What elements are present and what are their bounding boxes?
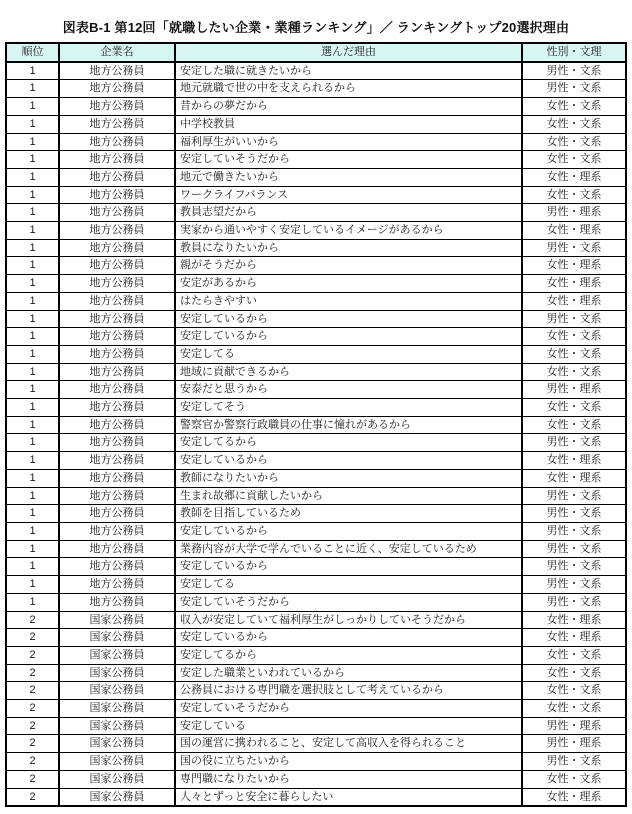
company-cell: 国家公務員: [59, 700, 175, 718]
company-cell: 国家公務員: [59, 646, 175, 664]
table-row: [6, 522, 626, 540]
company-cell: 地方公務員: [59, 168, 175, 186]
table-row: [6, 646, 626, 664]
table-row: [6, 576, 626, 594]
company-cell: 地方公務員: [59, 275, 175, 293]
table-row: [6, 753, 626, 771]
gender-cell: 男性・理系: [522, 204, 626, 222]
gender-cell: 男性・文系: [522, 310, 626, 328]
gender-cell: 女性・文系: [522, 664, 626, 682]
gender-cell: 女性・理系: [522, 257, 626, 275]
gender-cell: 女性・理系: [522, 292, 626, 310]
company-cell: 地方公務員: [59, 98, 175, 116]
reason-cell: 安定しているから: [175, 558, 522, 576]
gender-cell: 女性・文系: [522, 186, 626, 204]
reason-cell: 警察官か警察行政職員の仕事に憧れがあるから: [175, 416, 522, 434]
table-row: [6, 487, 626, 505]
rank-cell: 1: [6, 310, 59, 328]
gender-cell: 男性・文系: [522, 558, 626, 576]
table-row: [6, 222, 626, 240]
table-row: [6, 363, 626, 381]
gender-cell: 男性・文系: [522, 62, 626, 80]
rank-cell: 2: [6, 788, 59, 806]
company-cell: 地方公務員: [59, 522, 175, 540]
header-rank: 順位: [6, 43, 59, 62]
table-row: [6, 98, 626, 116]
company-cell: 国家公務員: [59, 664, 175, 682]
rank-cell: 1: [6, 186, 59, 204]
reason-cell: 安定している: [175, 717, 522, 735]
rank-cell: 2: [6, 735, 59, 753]
reason-cell: 国の役に立ちたいから: [175, 753, 522, 771]
company-cell: 国家公務員: [59, 717, 175, 735]
rank-cell: 1: [6, 222, 59, 240]
reason-cell: 安定しているから: [175, 310, 522, 328]
company-cell: 地方公務員: [59, 505, 175, 523]
rank-cell: 1: [6, 576, 59, 594]
table-row: [6, 593, 626, 611]
table-row: [6, 416, 626, 434]
gender-cell: 女性・文系: [522, 399, 626, 417]
rank-cell: 1: [6, 505, 59, 523]
header-gender: 性別・文理: [522, 43, 626, 62]
reason-cell: 専門職になりたいから: [175, 770, 522, 788]
table-row: [6, 452, 626, 470]
rank-cell: 1: [6, 115, 59, 133]
rank-cell: 1: [6, 151, 59, 169]
gender-cell: 男性・理系: [522, 381, 626, 399]
table-row: [6, 611, 626, 629]
company-cell: 国家公務員: [59, 611, 175, 629]
header-row: [6, 43, 626, 62]
ranking-table: [5, 42, 627, 807]
reason-cell: 昔からの夢だから: [175, 98, 522, 116]
rank-cell: 1: [6, 399, 59, 417]
table-row: [6, 133, 626, 151]
gender-cell: 女性・文系: [522, 328, 626, 346]
reason-cell: 人々とずっと安全に暮らしたい: [175, 788, 522, 806]
gender-cell: 女性・理系: [522, 611, 626, 629]
reason-cell: 地元就職で世の中を支えられるから: [175, 80, 522, 98]
company-cell: 地方公務員: [59, 80, 175, 98]
table-body: [6, 62, 626, 807]
reason-cell: 安定していそうだから: [175, 700, 522, 718]
rank-cell: 2: [6, 717, 59, 735]
reason-cell: 安定してる: [175, 576, 522, 594]
reason-cell: 安定しているから: [175, 452, 522, 470]
rank-cell: 1: [6, 239, 59, 257]
table-row: [6, 204, 626, 222]
gender-cell: 女性・文系: [522, 700, 626, 718]
gender-cell: 男性・理系: [522, 735, 626, 753]
rank-cell: 2: [6, 700, 59, 718]
table-row: [6, 540, 626, 558]
table-row: [6, 275, 626, 293]
reason-cell: 安定した職業といわれているから: [175, 664, 522, 682]
gender-cell: 男性・文系: [522, 593, 626, 611]
gender-cell: 女性・文系: [522, 133, 626, 151]
table-row: [6, 682, 626, 700]
gender-cell: 男性・文系: [522, 239, 626, 257]
reason-cell: はたらきやすい: [175, 292, 522, 310]
company-cell: 地方公務員: [59, 292, 175, 310]
rank-cell: 1: [6, 98, 59, 116]
table-row: [6, 558, 626, 576]
rank-cell: 1: [6, 133, 59, 151]
rank-cell: 1: [6, 345, 59, 363]
gender-cell: 男性・文系: [522, 753, 626, 771]
table-row: [6, 381, 626, 399]
rank-cell: 1: [6, 469, 59, 487]
reason-cell: 安定してる: [175, 345, 522, 363]
gender-cell: 女性・理系: [522, 788, 626, 806]
table-row: [6, 62, 626, 80]
table-row: [6, 700, 626, 718]
company-cell: 地方公務員: [59, 593, 175, 611]
gender-cell: 男性・文系: [522, 487, 626, 505]
rank-cell: 1: [6, 62, 59, 80]
gender-cell: 女性・理系: [522, 275, 626, 293]
company-cell: 地方公務員: [59, 257, 175, 275]
reason-cell: 安定してるから: [175, 646, 522, 664]
reason-cell: 安定した職に就きたいから: [175, 62, 522, 80]
header-reason: 選んだ理由: [175, 43, 522, 62]
rank-cell: 2: [6, 629, 59, 647]
reason-cell: 業務内容が大学で学んでいることに近く、安定しているため: [175, 540, 522, 558]
table-row: [6, 717, 626, 735]
company-cell: 地方公務員: [59, 222, 175, 240]
table-row: [6, 770, 626, 788]
gender-cell: 男性・文系: [522, 434, 626, 452]
gender-cell: 女性・文系: [522, 151, 626, 169]
company-cell: 国家公務員: [59, 682, 175, 700]
rank-cell: 1: [6, 257, 59, 275]
company-cell: 国家公務員: [59, 629, 175, 647]
reason-cell: 地域に貢献できるから: [175, 363, 522, 381]
reason-cell: 地元で働きたいから: [175, 168, 522, 186]
rank-cell: 1: [6, 168, 59, 186]
reason-cell: 安定しているから: [175, 328, 522, 346]
rank-cell: 2: [6, 682, 59, 700]
company-cell: 地方公務員: [59, 115, 175, 133]
gender-cell: 男性・理系: [522, 717, 626, 735]
reason-cell: 安定していそうだから: [175, 593, 522, 611]
company-cell: 地方公務員: [59, 399, 175, 417]
gender-cell: 女性・文系: [522, 345, 626, 363]
reason-cell: 教員になりたいから: [175, 239, 522, 257]
company-cell: 地方公務員: [59, 62, 175, 80]
rank-cell: 1: [6, 204, 59, 222]
company-cell: 地方公務員: [59, 186, 175, 204]
reason-cell: 生まれ故郷に貢献したいから: [175, 487, 522, 505]
rank-cell: 1: [6, 416, 59, 434]
company-cell: 地方公務員: [59, 576, 175, 594]
rank-cell: 1: [6, 452, 59, 470]
table-row: [6, 186, 626, 204]
table-row: [6, 239, 626, 257]
company-cell: 地方公務員: [59, 310, 175, 328]
table-row: [6, 505, 626, 523]
reason-cell: 収入が安定していて福利厚生がしっかりしていそうだから: [175, 611, 522, 629]
reason-cell: 親がそうだから: [175, 257, 522, 275]
company-cell: 国家公務員: [59, 735, 175, 753]
rank-cell: 1: [6, 434, 59, 452]
reason-cell: 福利厚生がいいから: [175, 133, 522, 151]
table-row: [6, 629, 626, 647]
company-cell: 地方公務員: [59, 151, 175, 169]
reason-cell: 安泰だと思うから: [175, 381, 522, 399]
rank-cell: 2: [6, 611, 59, 629]
rank-cell: 1: [6, 275, 59, 293]
reason-cell: 国の運営に携われること、安定して高収入を得られること: [175, 735, 522, 753]
table-row: [6, 115, 626, 133]
company-cell: 地方公務員: [59, 345, 175, 363]
rank-cell: 1: [6, 487, 59, 505]
rank-cell: 1: [6, 522, 59, 540]
company-cell: 国家公務員: [59, 770, 175, 788]
gender-cell: 女性・理系: [522, 629, 626, 647]
gender-cell: 男性・文系: [522, 522, 626, 540]
reason-cell: 安定してるから: [175, 434, 522, 452]
rank-cell: 2: [6, 646, 59, 664]
rank-cell: 1: [6, 328, 59, 346]
table-row: [6, 328, 626, 346]
table-row: [6, 788, 626, 806]
company-cell: 国家公務員: [59, 788, 175, 806]
company-cell: 地方公務員: [59, 133, 175, 151]
reason-cell: 教員志望だから: [175, 204, 522, 222]
table-row: [6, 80, 626, 98]
gender-cell: 女性・理系: [522, 168, 626, 186]
table-row: [6, 168, 626, 186]
gender-cell: 男性・文系: [522, 540, 626, 558]
rank-cell: 1: [6, 292, 59, 310]
table-row: [6, 434, 626, 452]
table-row: [6, 664, 626, 682]
table-row: [6, 399, 626, 417]
gender-cell: 女性・文系: [522, 363, 626, 381]
gender-cell: 男性・文系: [522, 505, 626, 523]
reason-cell: 実家から通いやすく安定しているイメージがあるから: [175, 222, 522, 240]
table-row: [6, 345, 626, 363]
company-cell: 地方公務員: [59, 416, 175, 434]
company-cell: 国家公務員: [59, 753, 175, 771]
table-row: [6, 735, 626, 753]
rank-cell: 1: [6, 558, 59, 576]
reason-cell: 安定があるから: [175, 275, 522, 293]
rank-cell: 1: [6, 80, 59, 98]
company-cell: 地方公務員: [59, 434, 175, 452]
rank-cell: 1: [6, 593, 59, 611]
reason-cell: 教師を目指しているため: [175, 505, 522, 523]
reason-cell: 中学校教員: [175, 115, 522, 133]
gender-cell: 女性・理系: [522, 222, 626, 240]
reason-cell: 公務員における専門職を選択肢として考えているから: [175, 682, 522, 700]
gender-cell: 女性・文系: [522, 646, 626, 664]
company-cell: 地方公務員: [59, 328, 175, 346]
company-cell: 地方公務員: [59, 204, 175, 222]
gender-cell: 女性・理系: [522, 452, 626, 470]
rank-cell: 1: [6, 540, 59, 558]
gender-cell: 女性・文系: [522, 115, 626, 133]
gender-cell: 女性・文系: [522, 98, 626, 116]
rank-cell: 2: [6, 664, 59, 682]
company-cell: 地方公務員: [59, 363, 175, 381]
header-company: 企業名: [59, 43, 175, 62]
company-cell: 地方公務員: [59, 558, 175, 576]
gender-cell: 女性・理系: [522, 469, 626, 487]
gender-cell: 女性・文系: [522, 416, 626, 434]
table-row: [6, 292, 626, 310]
reason-cell: 安定しているから: [175, 522, 522, 540]
company-cell: 地方公務員: [59, 239, 175, 257]
table-row: [6, 151, 626, 169]
table-row: [6, 469, 626, 487]
company-cell: 地方公務員: [59, 469, 175, 487]
gender-cell: 男性・文系: [522, 80, 626, 98]
reason-cell: 安定しているから: [175, 629, 522, 647]
table-row: [6, 310, 626, 328]
gender-cell: 男性・文系: [522, 576, 626, 594]
company-cell: 地方公務員: [59, 452, 175, 470]
rank-cell: 1: [6, 381, 59, 399]
reason-cell: 安定してそう: [175, 399, 522, 417]
company-cell: 地方公務員: [59, 381, 175, 399]
gender-cell: 女性・文系: [522, 682, 626, 700]
company-cell: 地方公務員: [59, 487, 175, 505]
table-row: [6, 257, 626, 275]
rank-cell: 1: [6, 363, 59, 381]
rank-cell: 2: [6, 753, 59, 771]
reason-cell: 安定していそうだから: [175, 151, 522, 169]
reason-cell: ワークライフバランス: [175, 186, 522, 204]
reason-cell: 教師になりたいから: [175, 469, 522, 487]
company-cell: 地方公務員: [59, 540, 175, 558]
page-title: 図表B-1 第12回「就職したい企業・業種ランキング」／ ランキングトップ20選択理由: [62, 20, 570, 35]
rank-cell: 2: [6, 770, 59, 788]
gender-cell: 女性・文系: [522, 770, 626, 788]
